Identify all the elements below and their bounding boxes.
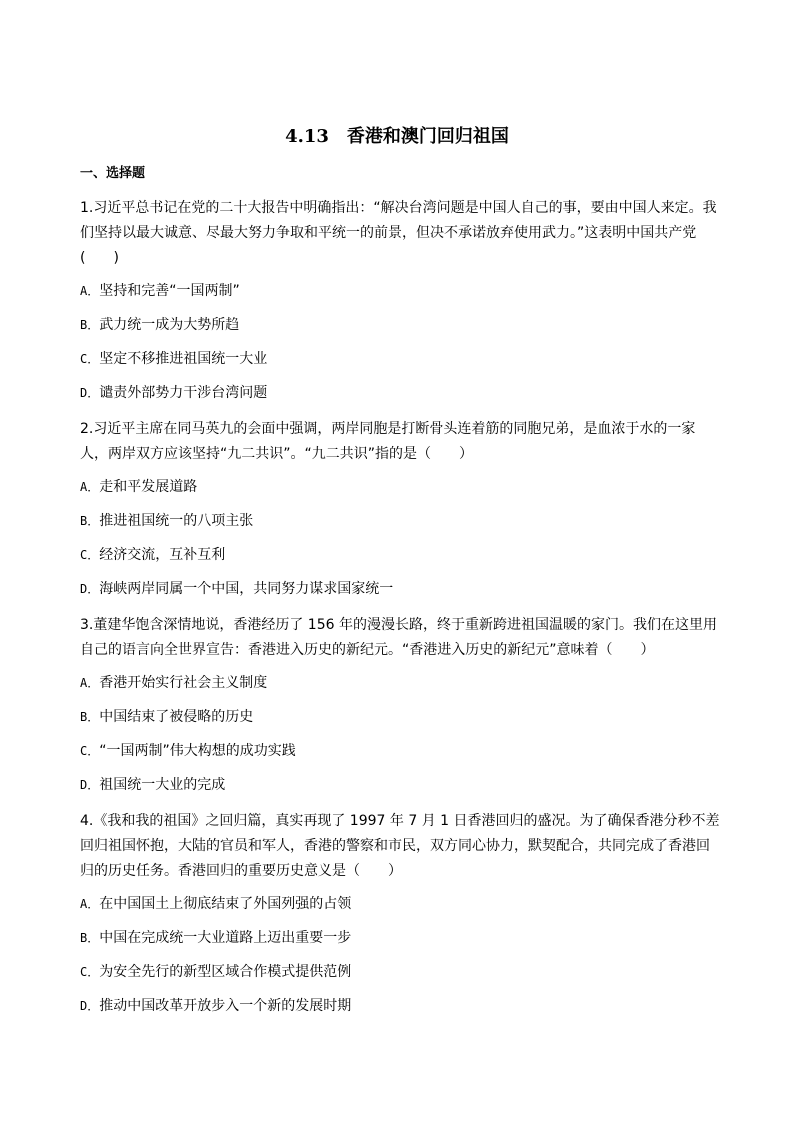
option-a[interactable] [80,673,720,693]
option-b[interactable] [80,315,720,335]
option-label: D． [80,582,100,596]
option-label: B． [80,931,100,945]
option-text: 推进祖国统一的八项主张 [99,513,254,529]
page-title: 4.13 香港和澳门回归祖国 [285,126,509,147]
option-a[interactable] [80,894,720,914]
option-label: B． [80,710,100,724]
option-label: B． [80,514,100,528]
option-c[interactable] [80,349,720,369]
option-a[interactable] [80,281,720,301]
option-label: A． [80,284,100,298]
option-text: 海峡两岸同属一个中国，共同努力谋求国家统一 [99,581,394,597]
option-text: 坚持和完善“一国两制” [99,283,240,299]
question-stem: 3.董建华饱含深情地说，香港经历了 156 年的漫漫长路，终于重新跨进祖国温暖的家门。我们在这里用自己的语言向全世界宣告：香港进入历史的新纪元。“香港进入历史的新纪元”意味着（ ） [80,617,717,658]
option-b[interactable] [80,707,720,727]
option-text: 在中国国土上彻底结束了外国列强的占领 [99,896,352,912]
question-3 [80,613,720,795]
question-1 [80,196,720,403]
option-text: 推动中国改革开放步入一个新的发展时期 [99,998,352,1014]
option-label: D． [80,999,100,1013]
option-text: 中国结束了被侵略的历史 [99,709,254,725]
option-text: 谴责外部势力干涉台湾问题 [99,385,268,401]
option-label: A． [80,676,100,690]
option-text: 坚定不移推进祖国统一大业 [99,351,268,367]
question-stem: 2.习近平主席在同马英九的会面中强调，两岸同胞是打断骨头连着筋的同胞兄弟，是血浓于水的一家人，两岸双方应该坚持“九二共识”。“九二共识”指的是（ ） [80,421,696,462]
section-heading: 一、选择题 [80,166,146,181]
question-stem: 4.《我和我的祖国》之回归篇，真实再现了 1997 年 7 月 1 日香港回归的盛况。为了确保香港分秒不差回归祖国怀抱，大陆的官员和军人，香港的警察和市民，双方同心协力，默契配合，共同完成了香港回归的历史任务。香港回归的重要历史意义是（ ） [80,813,720,879]
option-d[interactable] [80,775,720,795]
option-label: D． [80,778,100,792]
question-stem: 1.习近平总书记在党的二十大报告中明确指出：“解决台湾问题是中国人自己的事，要由中国人来定。我们坚持以最大诚意、尽最大努力争取和平统一的前景，但决不承诺放弃使用武力。”这表明中国共产党( ) [80,200,717,266]
option-label: A． [80,480,100,494]
option-d[interactable] [80,383,720,403]
question-2 [80,417,720,599]
option-text: 中国在完成统一大业道路上迈出重要一步 [99,930,352,946]
question-list [80,196,720,1016]
question-4 [80,809,720,1016]
option-label: C． [80,965,100,979]
option-text: 为安全先行的新型区域合作模式提供范例 [99,964,352,980]
option-label: C． [80,548,100,562]
option-text: “一国两制”伟大构想的成功实践 [99,743,296,759]
option-text: 经济交流，互补互利 [99,547,226,563]
option-text: 祖国统一大业的完成 [99,777,226,793]
option-b[interactable] [80,928,720,948]
option-text: 武力统一成为大势所趋 [99,317,240,333]
option-b[interactable] [80,511,720,531]
option-c[interactable] [80,545,720,565]
option-c[interactable] [80,741,720,761]
option-d[interactable] [80,996,720,1016]
option-label: C． [80,352,100,366]
option-d[interactable] [80,579,720,599]
option-label: B． [80,318,100,332]
option-label: D． [80,386,100,400]
option-label: C． [80,744,100,758]
option-text: 香港开始实行社会主义制度 [99,675,268,691]
option-text: 走和平发展道路 [99,479,198,495]
option-c[interactable] [80,962,720,982]
option-label: A． [80,897,100,911]
option-a[interactable] [80,477,720,497]
